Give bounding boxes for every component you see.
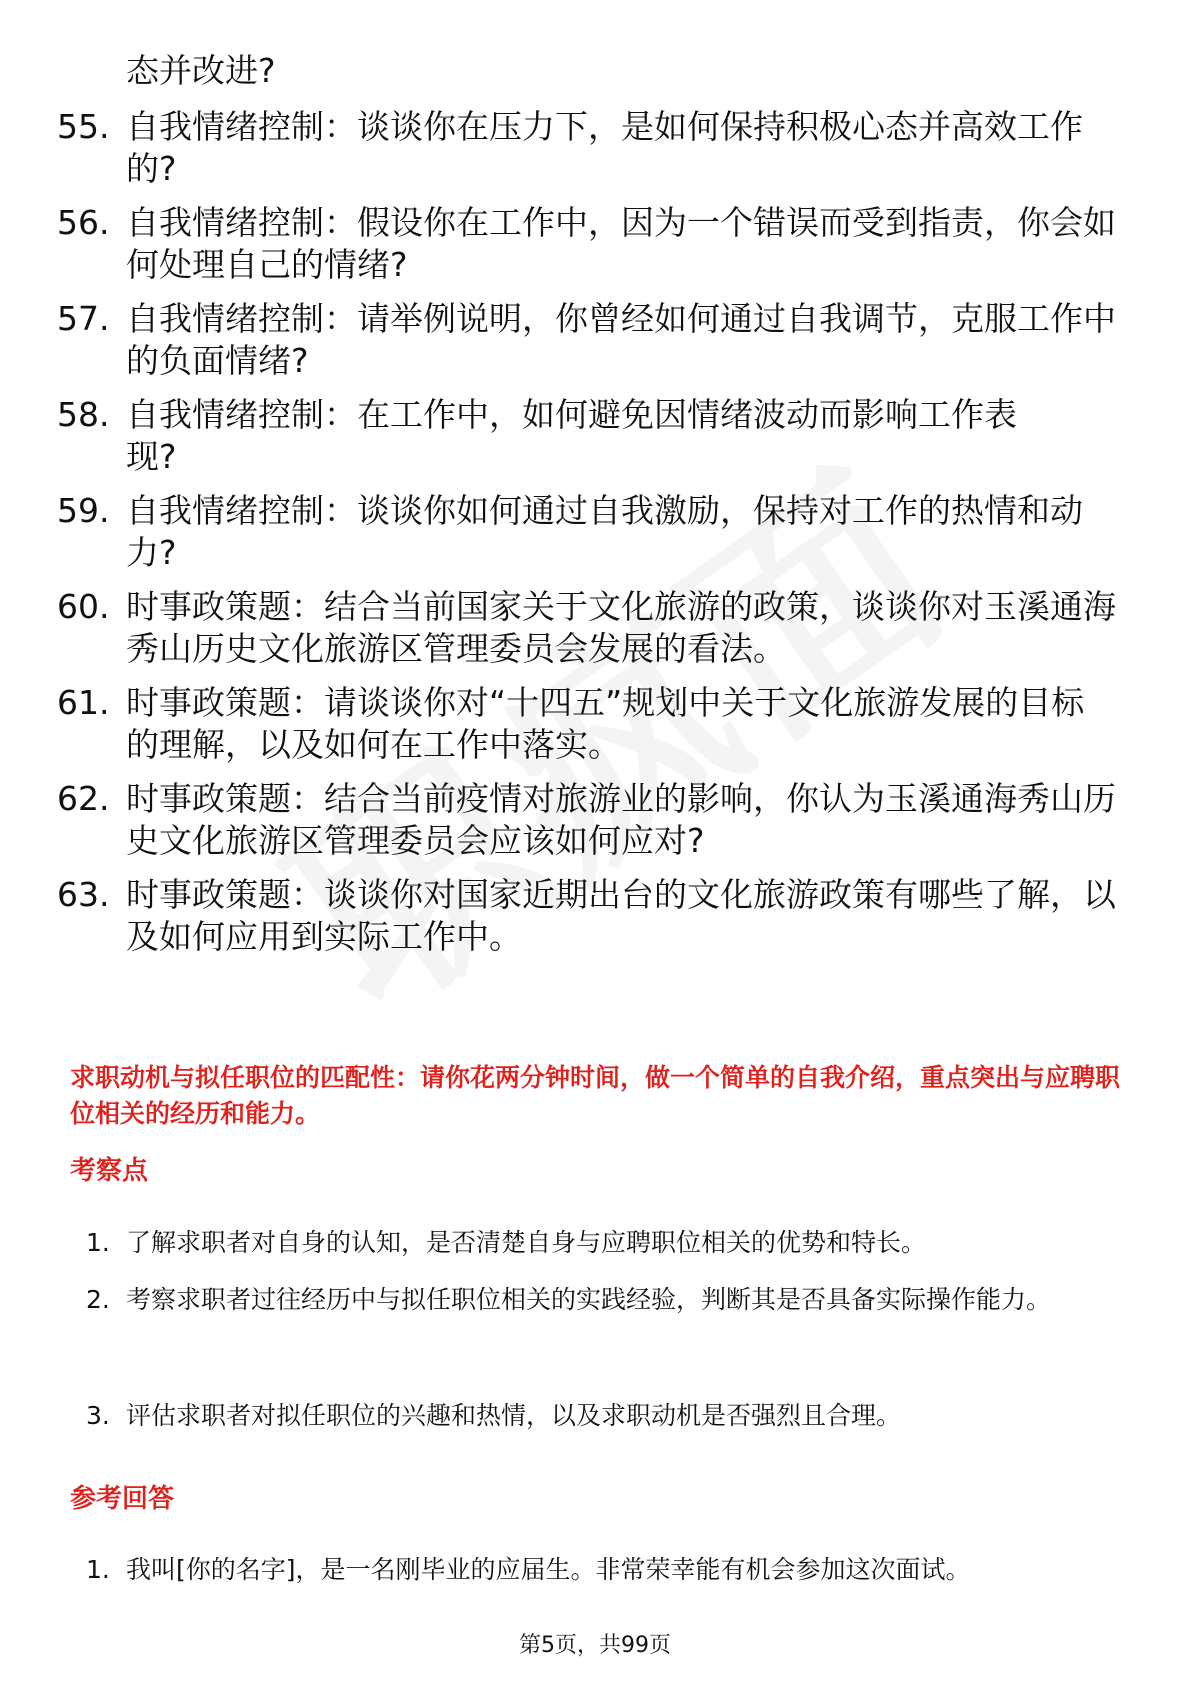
- question-item: [0, 586, 1190, 670]
- question-number: 59.: [57, 491, 110, 530]
- question-item: [0, 682, 1190, 766]
- question-item: [0, 298, 1190, 382]
- question-item: [0, 202, 1190, 286]
- continued-question-text: 态并改进?: [126, 51, 276, 90]
- question-number: 62.: [57, 779, 110, 818]
- answer-text: 我叫[你的名字]，是一名刚毕业的应届生。非常荣幸能有机会参加这次面试。: [126, 1555, 971, 1584]
- point-number: 3.: [86, 1401, 110, 1430]
- answer-title: 参考回答: [70, 1484, 175, 1514]
- question-text: 自我情绪控制：假设你在工作中，因为一个错误而受到指责，你会如何处理自己的情绪?: [126, 203, 1116, 284]
- point-text: 考察求职者过往经历中与拟任职位相关的实践经验，判断其是否具备实际操作能力。: [126, 1285, 1052, 1314]
- question-text: 时事政策题：请谈谈你对“十四五”规划中关于文化旅游发展的目标的理解，以及如何在工作中落实。: [126, 683, 1085, 764]
- question-text: 自我情绪控制：谈谈你在压力下，是如何保持积极心态并高效工作的?: [126, 107, 1083, 188]
- highlight-question: 求职动机与拟任职位的匹配性：请你花两分钟时间，做一个简单的自我介绍，重点突出与应聘职位相关的经历和能力。: [70, 1063, 1121, 1128]
- point-number: 1.: [86, 1228, 110, 1257]
- question-text: 自我情绪控制：请举例说明，你曾经如何通过自我调节，克服工作中的负面情绪?: [126, 299, 1116, 380]
- question-item: [0, 106, 1190, 190]
- question-number: 63.: [57, 875, 110, 914]
- point-text: 了解求职者对自身的认知，是否清楚自身与应聘职位相关的优势和特长。: [126, 1228, 927, 1257]
- answer-number: 1.: [86, 1555, 110, 1584]
- question-text: 自我情绪控制：谈谈你如何通过自我激励，保持对工作的热情和动力?: [126, 491, 1083, 572]
- question-number: 58.: [57, 395, 110, 434]
- question-number: 60.: [57, 587, 110, 626]
- question-item: [0, 394, 1190, 478]
- question-text: 时事政策题：结合当前国家关于文化旅游的政策，谈谈你对玉溪通海秀山历史文化旅游区管理委员会发展的看法。: [126, 587, 1116, 668]
- question-number: 61.: [57, 683, 110, 722]
- question-item: [0, 490, 1190, 574]
- question-text: 时事政策题：谈谈你对国家近期出台的文化旅游政策有哪些了解，以及如何应用到实际工作中。: [126, 875, 1116, 956]
- question-text: 自我情绪控制：在工作中，如何避免因情绪波动而影响工作表现?: [126, 395, 1017, 476]
- question-text: 时事政策题：结合当前疫情对旅游业的影响，你认为玉溪通海秀山历史文化旅游区管理委员会应该如何应对?: [126, 779, 1116, 860]
- points-title: 考察点: [70, 1156, 149, 1186]
- point-number: 2.: [86, 1285, 110, 1314]
- question-number: 55.: [57, 107, 110, 146]
- question-item: [0, 874, 1190, 958]
- question-item: [0, 778, 1190, 862]
- question-number: 57.: [57, 299, 110, 338]
- question-number: 56.: [57, 203, 110, 242]
- point-text: 评估求职者对拟任职位的兴趣和热情，以及求职动机是否强烈且合理。: [126, 1401, 902, 1430]
- page-footer: 第5页，共99页: [519, 1633, 671, 1658]
